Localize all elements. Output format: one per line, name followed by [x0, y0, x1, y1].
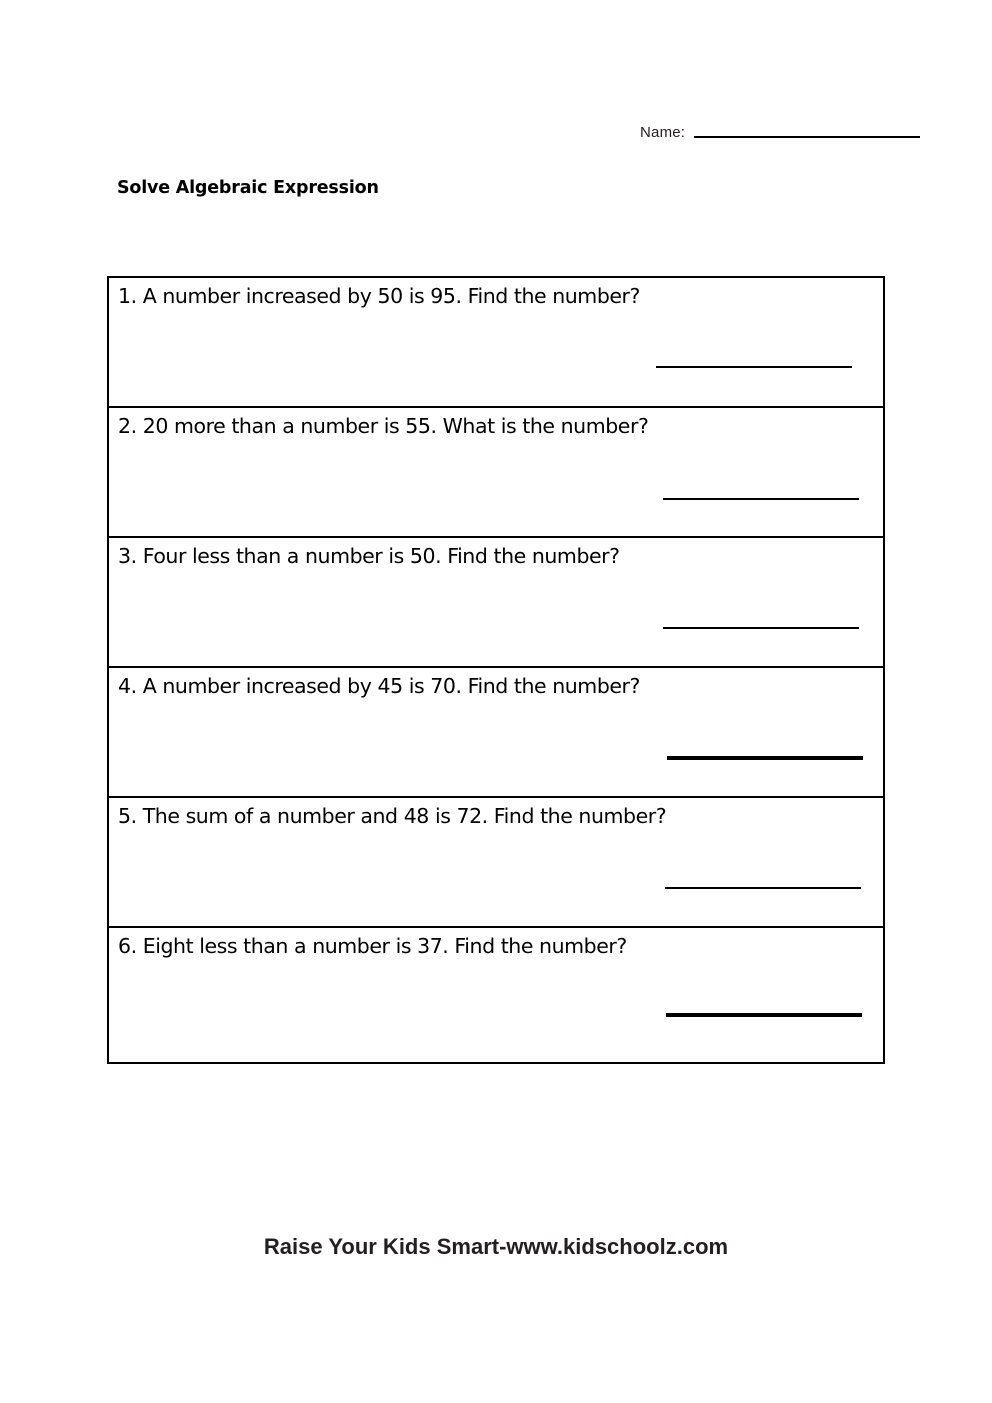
- answer-write-in-line[interactable]: [665, 887, 861, 889]
- answer-write-in-line[interactable]: [666, 1013, 862, 1017]
- question-row: [109, 278, 883, 408]
- question-text: 3. Four less than a number is 50. Find the number?: [118, 544, 620, 568]
- answer-write-in-line[interactable]: [663, 498, 859, 500]
- answer-write-in-line[interactable]: [656, 366, 852, 368]
- footer-branding: Raise Your Kids Smart-www.kidschoolz.com: [263, 1234, 729, 1259]
- question-row: [109, 798, 883, 928]
- question-row: [109, 408, 883, 538]
- question-row: [109, 668, 883, 798]
- answer-write-in-line[interactable]: [667, 756, 863, 760]
- question-row: [109, 538, 883, 668]
- question-text: 5. The sum of a number and 48 is 72. Find the number?: [118, 804, 667, 828]
- question-row: [109, 928, 883, 1062]
- question-text: 4. A number increased by 45 is 70. Find the number?: [118, 674, 640, 698]
- page-title: Solve Algebraic Expression: [117, 178, 379, 198]
- name-label: Name:: [640, 123, 686, 141]
- answer-write-in-line[interactable]: [663, 627, 859, 629]
- questions-table: [107, 276, 885, 1064]
- name-write-in-line[interactable]: [694, 136, 920, 138]
- name-field-row: [640, 118, 920, 146]
- question-text: 2. 20 more than a number is 55. What is the number?: [118, 414, 649, 438]
- question-text: 1. A number increased by 50 is 95. Find the number?: [118, 284, 640, 308]
- question-text: 6. Eight less than a number is 37. Find the number?: [118, 934, 627, 958]
